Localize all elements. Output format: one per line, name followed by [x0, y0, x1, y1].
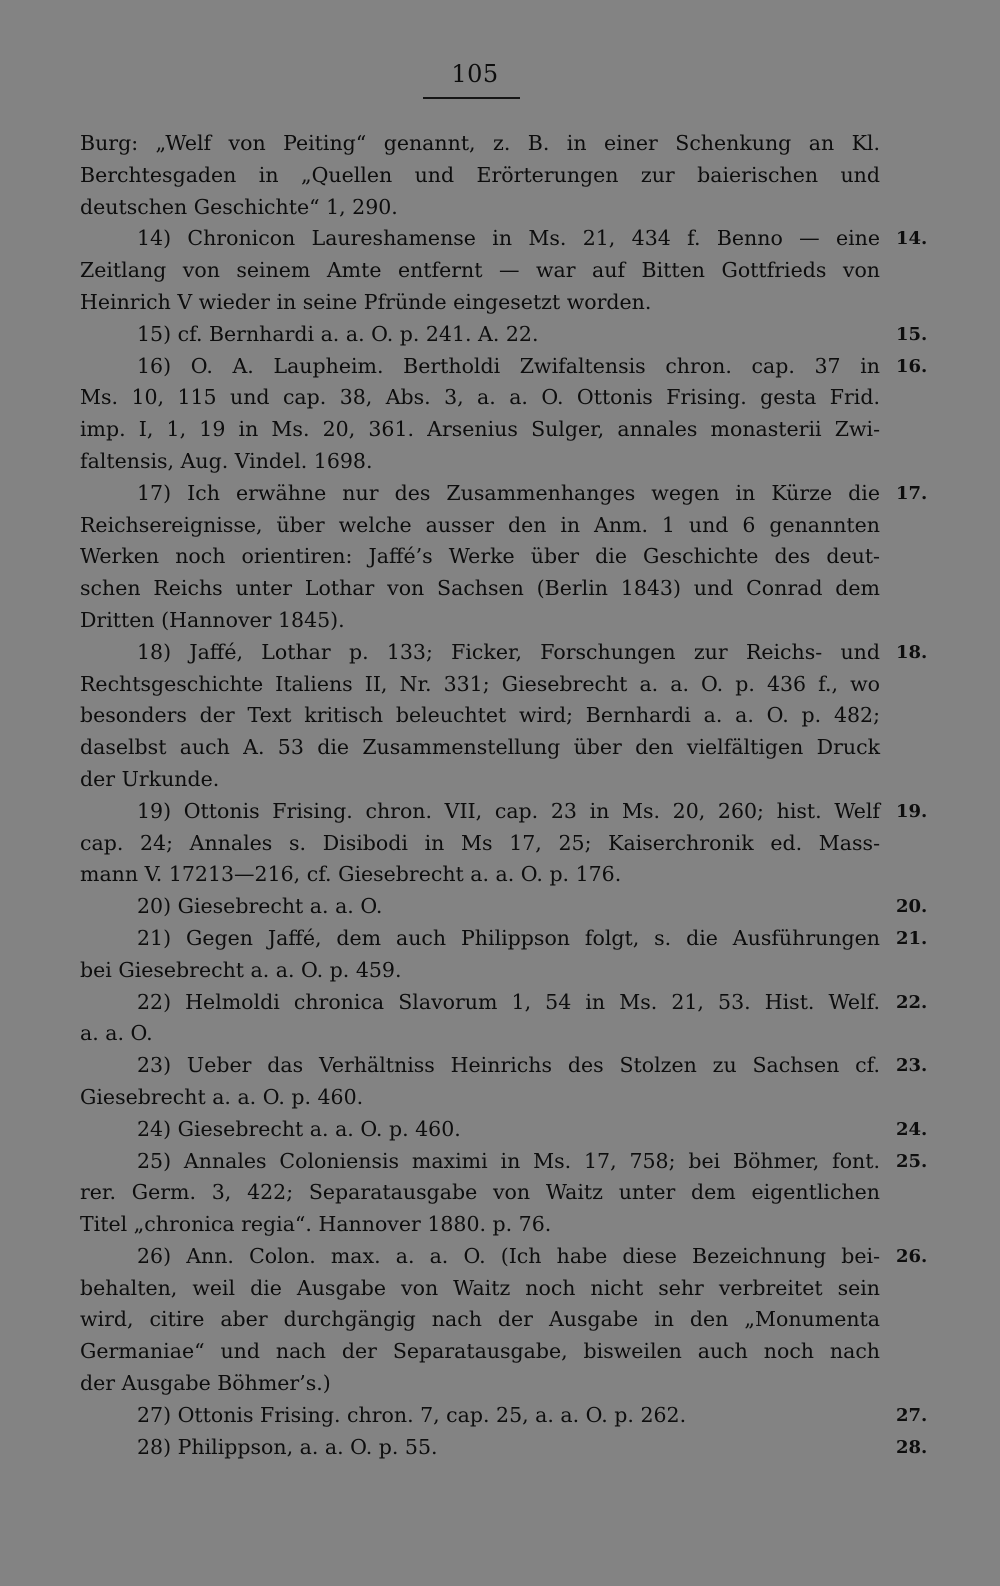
text-line: Berchtesgaden in „Quellen und Erörterungen zur baierischen und [80, 162, 880, 187]
text-line: 19) Ottonis Frising. chron. VII, cap. 23 in Ms. 20, 260; hist. Welf [137, 798, 880, 823]
text-line: Reichsereignisse, über welche ausser den in Anm. 1 und 6 genannten [80, 512, 880, 537]
text-line: Giesebrecht a. a. O. p. 460. [80, 1084, 364, 1109]
text-line: 23) Ueber das Verhältniss Heinrichs des Stolzen zu Sachsen cf. [137, 1053, 880, 1078]
margin-note-number: 16. [896, 355, 928, 377]
margin-note-number: 27. [896, 1405, 928, 1426]
text-line: deutschen Geschichte“ 1, 290. [80, 194, 398, 219]
text-line: Burg: „Welf von Peiting“ genannt, z. B. in einer Schenkung an Kl. [80, 131, 880, 155]
text-line: rer. Germ. 3, 422; Separatausgabe von Waitz unter dem eigentlichen [80, 1180, 880, 1205]
margin-note-number: 28. [896, 1436, 928, 1458]
text-line: der Ausgabe Böhmer’s.) [80, 1371, 331, 1396]
margin-note-number: 22. [896, 991, 928, 1013]
margin-note-number: 14. [896, 228, 928, 250]
text-line: faltensis, Aug. Vindel. 1698. [80, 448, 373, 473]
margin-note-number: 18. [896, 641, 928, 663]
text-line: imp. I, 1, 19 in Ms. 20, 361. Arsenius Sulger, annales monasterii Zwi- [80, 417, 880, 442]
text-line: der Urkunde. [80, 766, 220, 791]
text-line: 16) O. A. Laupheim. Bertholdi Zwifaltensis chron. cap. 37 in [137, 353, 880, 378]
text-line: 21) Gegen Jaffé, dem auch Philippson folgt, s. die Ausführungen [137, 925, 880, 950]
margin-note-number: 21. [896, 928, 928, 949]
text-line: bei Giesebrecht a. a. O. p. 459. [80, 957, 402, 982]
text-line: 14) Chronicon Laureshamense in Ms. 21, 434 f. Benno — eine [137, 226, 880, 251]
margin-note-number: 20. [896, 896, 928, 918]
text-line: wird, citire aber durchgängig nach der Ausgabe in den „Monumenta [80, 1307, 880, 1332]
text-line: 15) cf. Bernhardi a. a. O. p. 241. A. 22. [137, 321, 539, 346]
text-line: a. a. O. [80, 1021, 153, 1046]
text-line: schen Reichs unter Lothar von Sachsen (Berlin 1843) und Conrad dem [80, 576, 880, 601]
margin-note-number: 17. [896, 482, 928, 504]
text-line: Werken noch orientiren: Jaffé’s Werke über die Geschichte des deut- [80, 544, 880, 569]
text-line: behalten, weil die Ausgabe von Waitz noch nicht sehr verbreitet sein [80, 1275, 880, 1300]
text-line: Zeitlang von seinem Amte entfernt — war auf Bitten Gottfrieds von [80, 258, 880, 283]
text-line: 28) Philippson, a. a. O. p. 55. [137, 1434, 438, 1459]
text-line: mann V. 17213—216, cf. Giesebrecht a. a. O. p. 176. [80, 862, 622, 887]
text-line: Ms. 10, 115 und cap. 38, Abs. 3, a. a. O. Ottonis Frising. gesta Frid. [80, 385, 880, 410]
text-line: Titel „chronica regia“. Hannover 1880. p. 76. [80, 1212, 552, 1237]
page-number: 105 [451, 60, 499, 88]
text-line: cap. 24; Annales s. Disibodi in Ms 17, 25; Kaiserchronik ed. Mass- [80, 830, 880, 855]
text-line: Dritten (Hannover 1845). [80, 607, 345, 632]
text-line: 20) Giesebrecht a. a. O. [137, 894, 383, 919]
margin-note-number: 25. [896, 1150, 928, 1172]
text-line: Heinrich V wieder in seine Pfründe eingesetzt worden. [80, 289, 652, 314]
footnote-text-block [80, 128, 880, 1463]
text-line: 22) Helmoldi chronica Slavorum 1, 54 in Ms. 21, 53. Hist. Welf. [137, 989, 880, 1014]
margin-note-number: 26. [896, 1246, 928, 1267]
margin-note-number: 23. [896, 1055, 928, 1077]
text-line: 27) Ottonis Frising. chron. 7, cap. 25, a. a. O. p. 262. [137, 1402, 687, 1427]
page-number-rule [423, 97, 520, 99]
text-line: 25) Annales Coloniensis maximi in Ms. 17, 758; bei Böhmer, font. [137, 1148, 880, 1173]
text-line: besonders der Text kritisch beleuchtet wird; Bernhardi a. a. O. p. 482; [80, 703, 880, 728]
margin-note-number: 15. [896, 323, 928, 345]
text-line: daselbst auch A. 53 die Zusammenstellung über den vielfältigen Druck [80, 735, 880, 760]
text-line: 24) Giesebrecht a. a. O. p. 460. [137, 1116, 461, 1141]
text-line: 18) Jaffé, Lothar p. 133; Ficker, Forschungen zur Reichs- und [137, 639, 880, 664]
margin-note-number: 24. [896, 1118, 928, 1140]
text-line: Germaniae“ und nach der Separatausgabe, bisweilen auch noch nach [80, 1339, 880, 1364]
text-line: Rechtsgeschichte Italiens II, Nr. 331; Giesebrecht a. a. O. p. 436 f., wo [80, 671, 880, 696]
text-line: 17) Ich erwähne nur des Zusammenhanges wegen in Kürze die [137, 480, 880, 505]
margin-note-number: 19. [896, 800, 928, 822]
text-line: 26) Ann. Colon. max. a. a. O. (Ich habe diese Bezeichnung bei- [137, 1243, 880, 1268]
